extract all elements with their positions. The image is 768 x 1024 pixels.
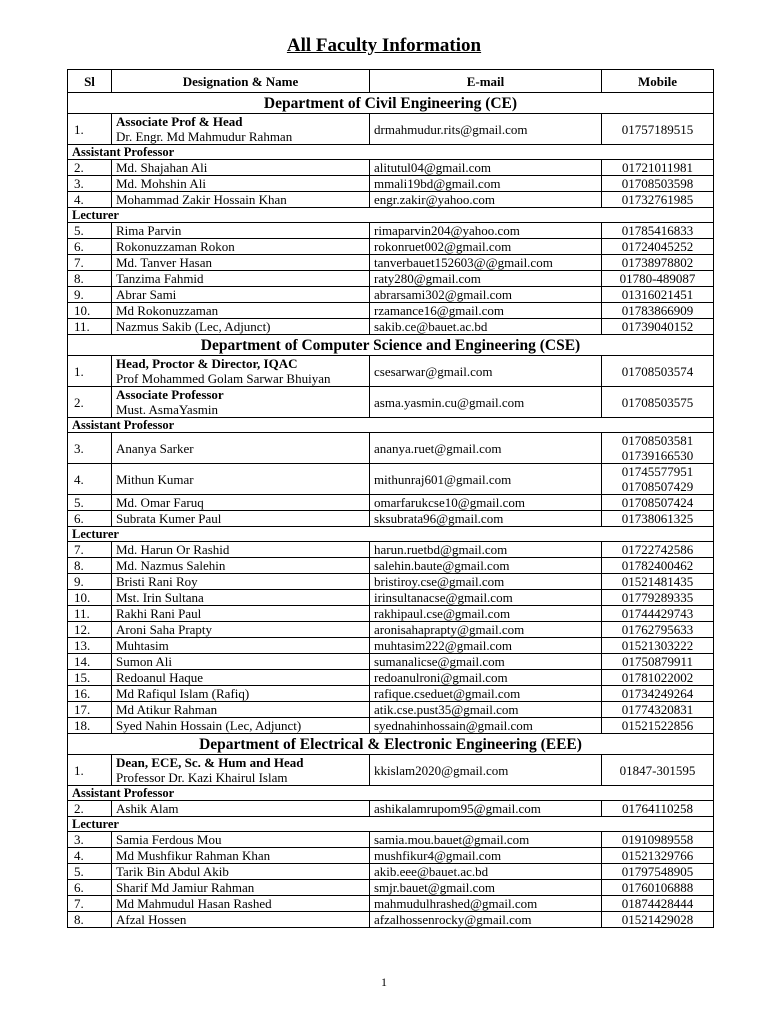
table-row: [68, 495, 714, 511]
department-heading: Department of Electrical & Electronic Engineering (EEE): [68, 734, 714, 755]
rank-heading-row: [68, 145, 714, 160]
department-heading-row: [68, 734, 714, 755]
faculty-name: Md Mahmudul Hasan Rashed: [116, 896, 272, 911]
name-cell: [112, 718, 370, 734]
mobile-cell: [602, 356, 714, 387]
serial-cell: 7.: [68, 255, 112, 271]
mobile-number: 01783866909: [621, 303, 694, 318]
table-row: [68, 239, 714, 255]
mobile-cell: [602, 654, 714, 670]
mobile-cell: [602, 558, 714, 574]
faculty-name: Professor Dr. Kazi Khairul Islam: [116, 770, 288, 785]
name-cell: [112, 303, 370, 319]
mobile-number: 01521429028: [621, 912, 694, 927]
serial-cell: 1.: [68, 356, 112, 387]
name-cell: [112, 255, 370, 271]
mobile-number: 01316021451: [621, 287, 694, 302]
table-row: [68, 223, 714, 239]
faculty-name: Subrata Kumer Paul: [116, 511, 222, 526]
table-row: [68, 255, 714, 271]
mobile-number: 01739040152: [621, 319, 694, 334]
faculty-name: Must. AsmaYasmin: [116, 402, 218, 417]
name-cell: [112, 160, 370, 176]
faculty-name: Abrar Sami: [116, 287, 177, 302]
name-cell: [112, 433, 370, 464]
name-cell: [112, 114, 370, 145]
table-row: [68, 864, 714, 880]
name-cell: [112, 622, 370, 638]
email-cell: engr.zakir@yahoo.com: [370, 192, 602, 208]
rank-heading-row: [68, 527, 714, 542]
name-cell: [112, 864, 370, 880]
serial-cell: 2.: [68, 801, 112, 817]
mobile-number: 01521522856: [621, 718, 694, 733]
email-cell: rafique.cseduet@gmail.com: [370, 686, 602, 702]
name-cell: [112, 192, 370, 208]
mobile-cell: [602, 176, 714, 192]
rank-heading: Assistant Professor: [68, 418, 714, 433]
name-cell: [112, 755, 370, 786]
mobile-cell: [602, 848, 714, 864]
email-cell: aronisahaprapty@gmail.com: [370, 622, 602, 638]
table-row: [68, 356, 714, 387]
name-cell: [112, 558, 370, 574]
mobile-number: 01779289335: [621, 590, 694, 605]
rank-heading: Lecturer: [68, 817, 714, 832]
faculty-name: Rakhi Rani Paul: [116, 606, 202, 621]
mobile-cell: [602, 114, 714, 145]
faculty-name: Sharif Md Jamiur Rahman: [116, 880, 255, 895]
mobile-number: 01782400462: [621, 558, 694, 573]
designation-label: Head, Proctor & Director, IQAC: [116, 356, 298, 371]
faculty-name: Rima Parvin: [116, 223, 182, 238]
email-cell: mmali19bd@gmail.com: [370, 176, 602, 192]
serial-cell: 10.: [68, 303, 112, 319]
mobile-number: 01708503574: [621, 363, 694, 379]
email-cell: atik.cse.pust35@gmail.com: [370, 702, 602, 718]
table-row: [68, 686, 714, 702]
mobile-number: 01750879911: [621, 654, 694, 669]
name-cell: [112, 176, 370, 192]
email-cell: raty280@gmail.com: [370, 271, 602, 287]
serial-cell: 6.: [68, 880, 112, 896]
faculty-name: Md. Nazmus Salehin: [116, 558, 226, 573]
table-row: [68, 558, 714, 574]
mobile-cell: [602, 755, 714, 786]
mobile-number: 01757189515: [621, 121, 694, 137]
page-number: 1: [381, 975, 387, 989]
mobile-number: 01910989558: [621, 832, 694, 847]
mobile-cell: [602, 464, 714, 495]
table-row: [68, 433, 714, 464]
email-cell: omarfarukcse10@gmail.com: [370, 495, 602, 511]
name-cell: [112, 287, 370, 303]
serial-cell: 1.: [68, 755, 112, 786]
email-cell: afzalhossenrocky@gmail.com: [370, 912, 602, 928]
name-cell: [112, 832, 370, 848]
mobile-number-alt: 01708507429: [621, 479, 694, 494]
rank-heading-row: [68, 418, 714, 433]
faculty-name: Md. Omar Faruq: [116, 495, 204, 510]
table-row: [68, 622, 714, 638]
email-cell: smjr.bauet@gmail.com: [370, 880, 602, 896]
mobile-number: 01732761985: [621, 192, 694, 207]
mobile-number: 01722742586: [621, 542, 694, 557]
serial-cell: 6.: [68, 239, 112, 255]
name-cell: [112, 638, 370, 654]
email-cell: mushfikur4@gmail.com: [370, 848, 602, 864]
header-mobile: Mobile: [602, 70, 714, 93]
email-cell: samia.mou.bauet@gmail.com: [370, 832, 602, 848]
table-row: [68, 114, 714, 145]
mobile-cell: [602, 670, 714, 686]
name-cell: [112, 912, 370, 928]
email-cell: ananya.ruet@gmail.com: [370, 433, 602, 464]
mobile-number: 01874428444: [621, 896, 694, 911]
faculty-name: Md. Tanver Hasan: [116, 255, 212, 270]
faculty-name: Mohammad Zakir Hossain Khan: [116, 192, 287, 207]
department-heading: Department of Civil Engineering (CE): [68, 93, 714, 114]
email-cell: mithunraj601@gmail.com: [370, 464, 602, 495]
rank-heading: Lecturer: [68, 208, 714, 223]
name-cell: [112, 387, 370, 418]
mobile-cell: [602, 880, 714, 896]
mobile-cell: [602, 912, 714, 928]
email-cell: sakib.ce@bauet.ac.bd: [370, 319, 602, 335]
name-cell: [112, 574, 370, 590]
mobile-number: 01521303222: [621, 638, 694, 653]
email-cell: drmahmudur.rits@gmail.com: [370, 114, 602, 145]
department-heading: Department of Computer Science and Engineering (CSE): [68, 335, 714, 356]
email-cell: rakhipaul.cse@gmail.com: [370, 606, 602, 622]
name-cell: [112, 702, 370, 718]
header-sl: Sl: [68, 70, 112, 93]
faculty-name: Dr. Engr. Md Mahmudur Rahman: [116, 129, 293, 144]
email-cell: sksubrata96@gmail.com: [370, 511, 602, 527]
name-cell: [112, 896, 370, 912]
mobile-number: 01774320831: [621, 702, 694, 717]
email-cell: muhtasim222@gmail.com: [370, 638, 602, 654]
email-cell: ashikalamrupom95@gmail.com: [370, 801, 602, 817]
mobile-cell: [602, 287, 714, 303]
email-cell: tanverbauet152603@@gmail.com: [370, 255, 602, 271]
serial-cell: 5.: [68, 495, 112, 511]
mobile-number: 01521329766: [621, 848, 694, 863]
faculty-name: Tanzima Fahmid: [116, 271, 204, 286]
mobile-cell: [602, 574, 714, 590]
email-cell: salehin.baute@gmail.com: [370, 558, 602, 574]
name-cell: [112, 801, 370, 817]
serial-cell: 4.: [68, 464, 112, 495]
mobile-cell: [602, 319, 714, 335]
mobile-number: 01734249264: [621, 686, 694, 701]
faculty-name: Rokonuzzaman Rokon: [116, 239, 235, 254]
email-cell: csesarwar@gmail.com: [370, 356, 602, 387]
mobile-number: 01708503598: [621, 176, 694, 191]
email-cell: kkislam2020@gmail.com: [370, 755, 602, 786]
table-row: [68, 464, 714, 495]
mobile-cell: [602, 511, 714, 527]
mobile-cell: [602, 686, 714, 702]
serial-cell: 3.: [68, 832, 112, 848]
serial-cell: 6.: [68, 511, 112, 527]
rank-heading: Lecturer: [68, 527, 714, 542]
serial-cell: 8.: [68, 558, 112, 574]
table-row: [68, 880, 714, 896]
mobile-cell: [602, 622, 714, 638]
rank-heading: Assistant Professor: [68, 145, 714, 160]
email-cell: rokonruet002@gmail.com: [370, 239, 602, 255]
email-cell: rimaparvin204@yahoo.com: [370, 223, 602, 239]
table-row: [68, 574, 714, 590]
mobile-cell: [602, 542, 714, 558]
serial-cell: 18.: [68, 718, 112, 734]
rank-heading-row: [68, 786, 714, 801]
mobile-cell: [602, 896, 714, 912]
table-row: [68, 606, 714, 622]
table-row: [68, 832, 714, 848]
faculty-name: Md Atikur Rahman: [116, 702, 218, 717]
serial-cell: 11.: [68, 319, 112, 335]
designation-label: Associate Professor: [116, 387, 224, 402]
serial-cell: 12.: [68, 622, 112, 638]
faculty-name: Sumon Ali: [116, 654, 172, 669]
mobile-number: 01724045252: [621, 239, 694, 254]
page-title: All Faculty Information: [286, 35, 482, 56]
name-cell: [112, 495, 370, 511]
name-cell: [112, 319, 370, 335]
serial-cell: 2.: [68, 160, 112, 176]
email-cell: abrarsami302@gmail.com: [370, 287, 602, 303]
table-row: [68, 801, 714, 817]
mobile-number: 01785416833: [621, 223, 694, 238]
name-cell: [112, 542, 370, 558]
serial-cell: 1.: [68, 114, 112, 145]
name-cell: [112, 271, 370, 287]
mobile-cell: [602, 801, 714, 817]
serial-cell: 3.: [68, 176, 112, 192]
header-email: E-mail: [370, 70, 602, 93]
email-cell: redoanulroni@gmail.com: [370, 670, 602, 686]
department-heading-row: [68, 335, 714, 356]
faculty-name: Ananya Sarker: [116, 440, 194, 456]
serial-cell: 7.: [68, 542, 112, 558]
name-cell: [112, 654, 370, 670]
table-row: [68, 271, 714, 287]
mobile-number: 01744429743: [621, 606, 694, 621]
mobile-cell: [602, 433, 714, 464]
serial-cell: 3.: [68, 433, 112, 464]
mobile-cell: [602, 495, 714, 511]
serial-cell: 15.: [68, 670, 112, 686]
mobile-cell: [602, 590, 714, 606]
faculty-name: Samia Ferdous Mou: [116, 832, 222, 847]
email-cell: bristiroy.cse@gmail.com: [370, 574, 602, 590]
mobile-number: 01738061325: [621, 511, 694, 526]
serial-cell: 13.: [68, 638, 112, 654]
serial-cell: 14.: [68, 654, 112, 670]
faculty-name: Bristi Rani Roy: [116, 574, 198, 589]
faculty-name: Md Rokonuzzaman: [116, 303, 219, 318]
table-body: [68, 93, 714, 928]
department-heading-row: [68, 93, 714, 114]
name-cell: [112, 511, 370, 527]
serial-cell: 2.: [68, 387, 112, 418]
email-cell: akib.eee@bauet.ac.bd: [370, 864, 602, 880]
mobile-cell: [602, 702, 714, 718]
email-cell: harun.ruetbd@gmail.com: [370, 542, 602, 558]
mobile-cell: [602, 718, 714, 734]
mobile-number: 01780-489087: [619, 271, 696, 286]
table-row: [68, 303, 714, 319]
name-cell: [112, 464, 370, 495]
serial-cell: 4.: [68, 848, 112, 864]
table-row: [68, 192, 714, 208]
faculty-name: Md Rafiqul Islam (Rafiq): [116, 686, 250, 701]
email-cell: mahmudulhrashed@gmail.com: [370, 896, 602, 912]
table-row: [68, 912, 714, 928]
designation-label: Associate Prof & Head: [116, 114, 243, 129]
mobile-cell: [602, 223, 714, 239]
faculty-name: Md. Shajahan Ali: [116, 160, 208, 175]
table-row: [68, 287, 714, 303]
table-row: [68, 702, 714, 718]
mobile-cell: [602, 606, 714, 622]
faculty-name: Mithun Kumar: [116, 471, 194, 487]
mobile-number: 01745577951: [621, 464, 694, 479]
mobile-number: 01708507424: [621, 495, 694, 510]
faculty-table: [67, 69, 714, 928]
rank-heading: Assistant Professor: [68, 786, 714, 801]
name-cell: [112, 590, 370, 606]
mobile-cell: [602, 303, 714, 319]
mobile-cell: [602, 638, 714, 654]
table-row: [68, 542, 714, 558]
header-name: Designation & Name: [112, 70, 370, 93]
faculty-name: Prof Mohammed Golam Sarwar Bhuiyan: [116, 371, 331, 386]
table-row: [68, 387, 714, 418]
faculty-name: Aroni Saha Prapty: [116, 622, 213, 637]
faculty-name: Afzal Hossen: [116, 912, 187, 927]
faculty-name: Md. Mohshin Ali: [116, 176, 206, 191]
name-cell: [112, 880, 370, 896]
name-cell: [112, 686, 370, 702]
name-cell: [112, 239, 370, 255]
table-row: [68, 755, 714, 786]
name-cell: [112, 223, 370, 239]
serial-cell: 8.: [68, 271, 112, 287]
email-cell: syednahinhossain@gmail.com: [370, 718, 602, 734]
serial-cell: 5.: [68, 864, 112, 880]
serial-cell: 5.: [68, 223, 112, 239]
email-cell: irinsultanacse@gmail.com: [370, 590, 602, 606]
email-cell: sumanalicse@gmail.com: [370, 654, 602, 670]
mobile-number-alt: 01739166530: [621, 448, 694, 463]
faculty-name: Md Mushfikur Rahman Khan: [116, 848, 271, 863]
faculty-name: Syed Nahin Hossain (Lec, Adjunct): [116, 718, 302, 733]
serial-cell: 7.: [68, 896, 112, 912]
mobile-number: 01708503581: [621, 433, 694, 448]
mobile-cell: [602, 255, 714, 271]
mobile-number: 01708503575: [621, 394, 694, 410]
serial-cell: 9.: [68, 287, 112, 303]
name-cell: [112, 848, 370, 864]
serial-cell: 11.: [68, 606, 112, 622]
mobile-cell: [602, 271, 714, 287]
rank-heading-row: [68, 208, 714, 223]
table-row: [68, 896, 714, 912]
mobile-number: 01764110258: [621, 801, 694, 816]
designation-label: Dean, ECE, Sc. & Hum and Head: [116, 755, 304, 770]
mobile-number: 01797548905: [621, 864, 694, 879]
faculty-name: Redoanul Haque: [116, 670, 204, 685]
mobile-number: 01521481435: [621, 574, 694, 589]
name-cell: [112, 670, 370, 686]
table-header-row: [68, 70, 714, 93]
faculty-name: Mst. Irin Sultana: [116, 590, 204, 605]
email-cell: asma.yasmin.cu@gmail.com: [370, 387, 602, 418]
mobile-cell: [602, 832, 714, 848]
mobile-number: 01738978802: [621, 255, 694, 270]
mobile-number: 01847-301595: [619, 762, 696, 778]
mobile-cell: [602, 387, 714, 418]
mobile-number: 01781022002: [621, 670, 694, 685]
mobile-number: 01762795633: [621, 622, 694, 637]
faculty-name: Tarik Bin Abdul Akib: [116, 864, 229, 879]
mobile-number: 01721011981: [621, 160, 694, 175]
mobile-cell: [602, 239, 714, 255]
table-row: [68, 511, 714, 527]
serial-cell: 4.: [68, 192, 112, 208]
name-cell: [112, 606, 370, 622]
table-row: [68, 848, 714, 864]
faculty-name: Md. Harun Or Rashid: [116, 542, 230, 557]
serial-cell: 17.: [68, 702, 112, 718]
rank-heading-row: [68, 817, 714, 832]
table-row: [68, 590, 714, 606]
serial-cell: 10.: [68, 590, 112, 606]
mobile-cell: [602, 192, 714, 208]
name-cell: [112, 356, 370, 387]
table-row: [68, 670, 714, 686]
table-row: [68, 319, 714, 335]
email-cell: alitutul04@gmail.com: [370, 160, 602, 176]
table-row: [68, 718, 714, 734]
email-cell: rzamance16@gmail.com: [370, 303, 602, 319]
faculty-name: Muhtasim: [116, 638, 169, 653]
table-row: [68, 160, 714, 176]
faculty-name: Nazmus Sakib (Lec, Adjunct): [116, 319, 271, 334]
mobile-cell: [602, 864, 714, 880]
table-row: [68, 176, 714, 192]
faculty-name: Ashik Alam: [116, 801, 179, 816]
serial-cell: 8.: [68, 912, 112, 928]
table-row: [68, 654, 714, 670]
table-row: [68, 638, 714, 654]
mobile-number: 01760106888: [621, 880, 694, 895]
serial-cell: 9.: [68, 574, 112, 590]
mobile-cell: [602, 160, 714, 176]
serial-cell: 16.: [68, 686, 112, 702]
